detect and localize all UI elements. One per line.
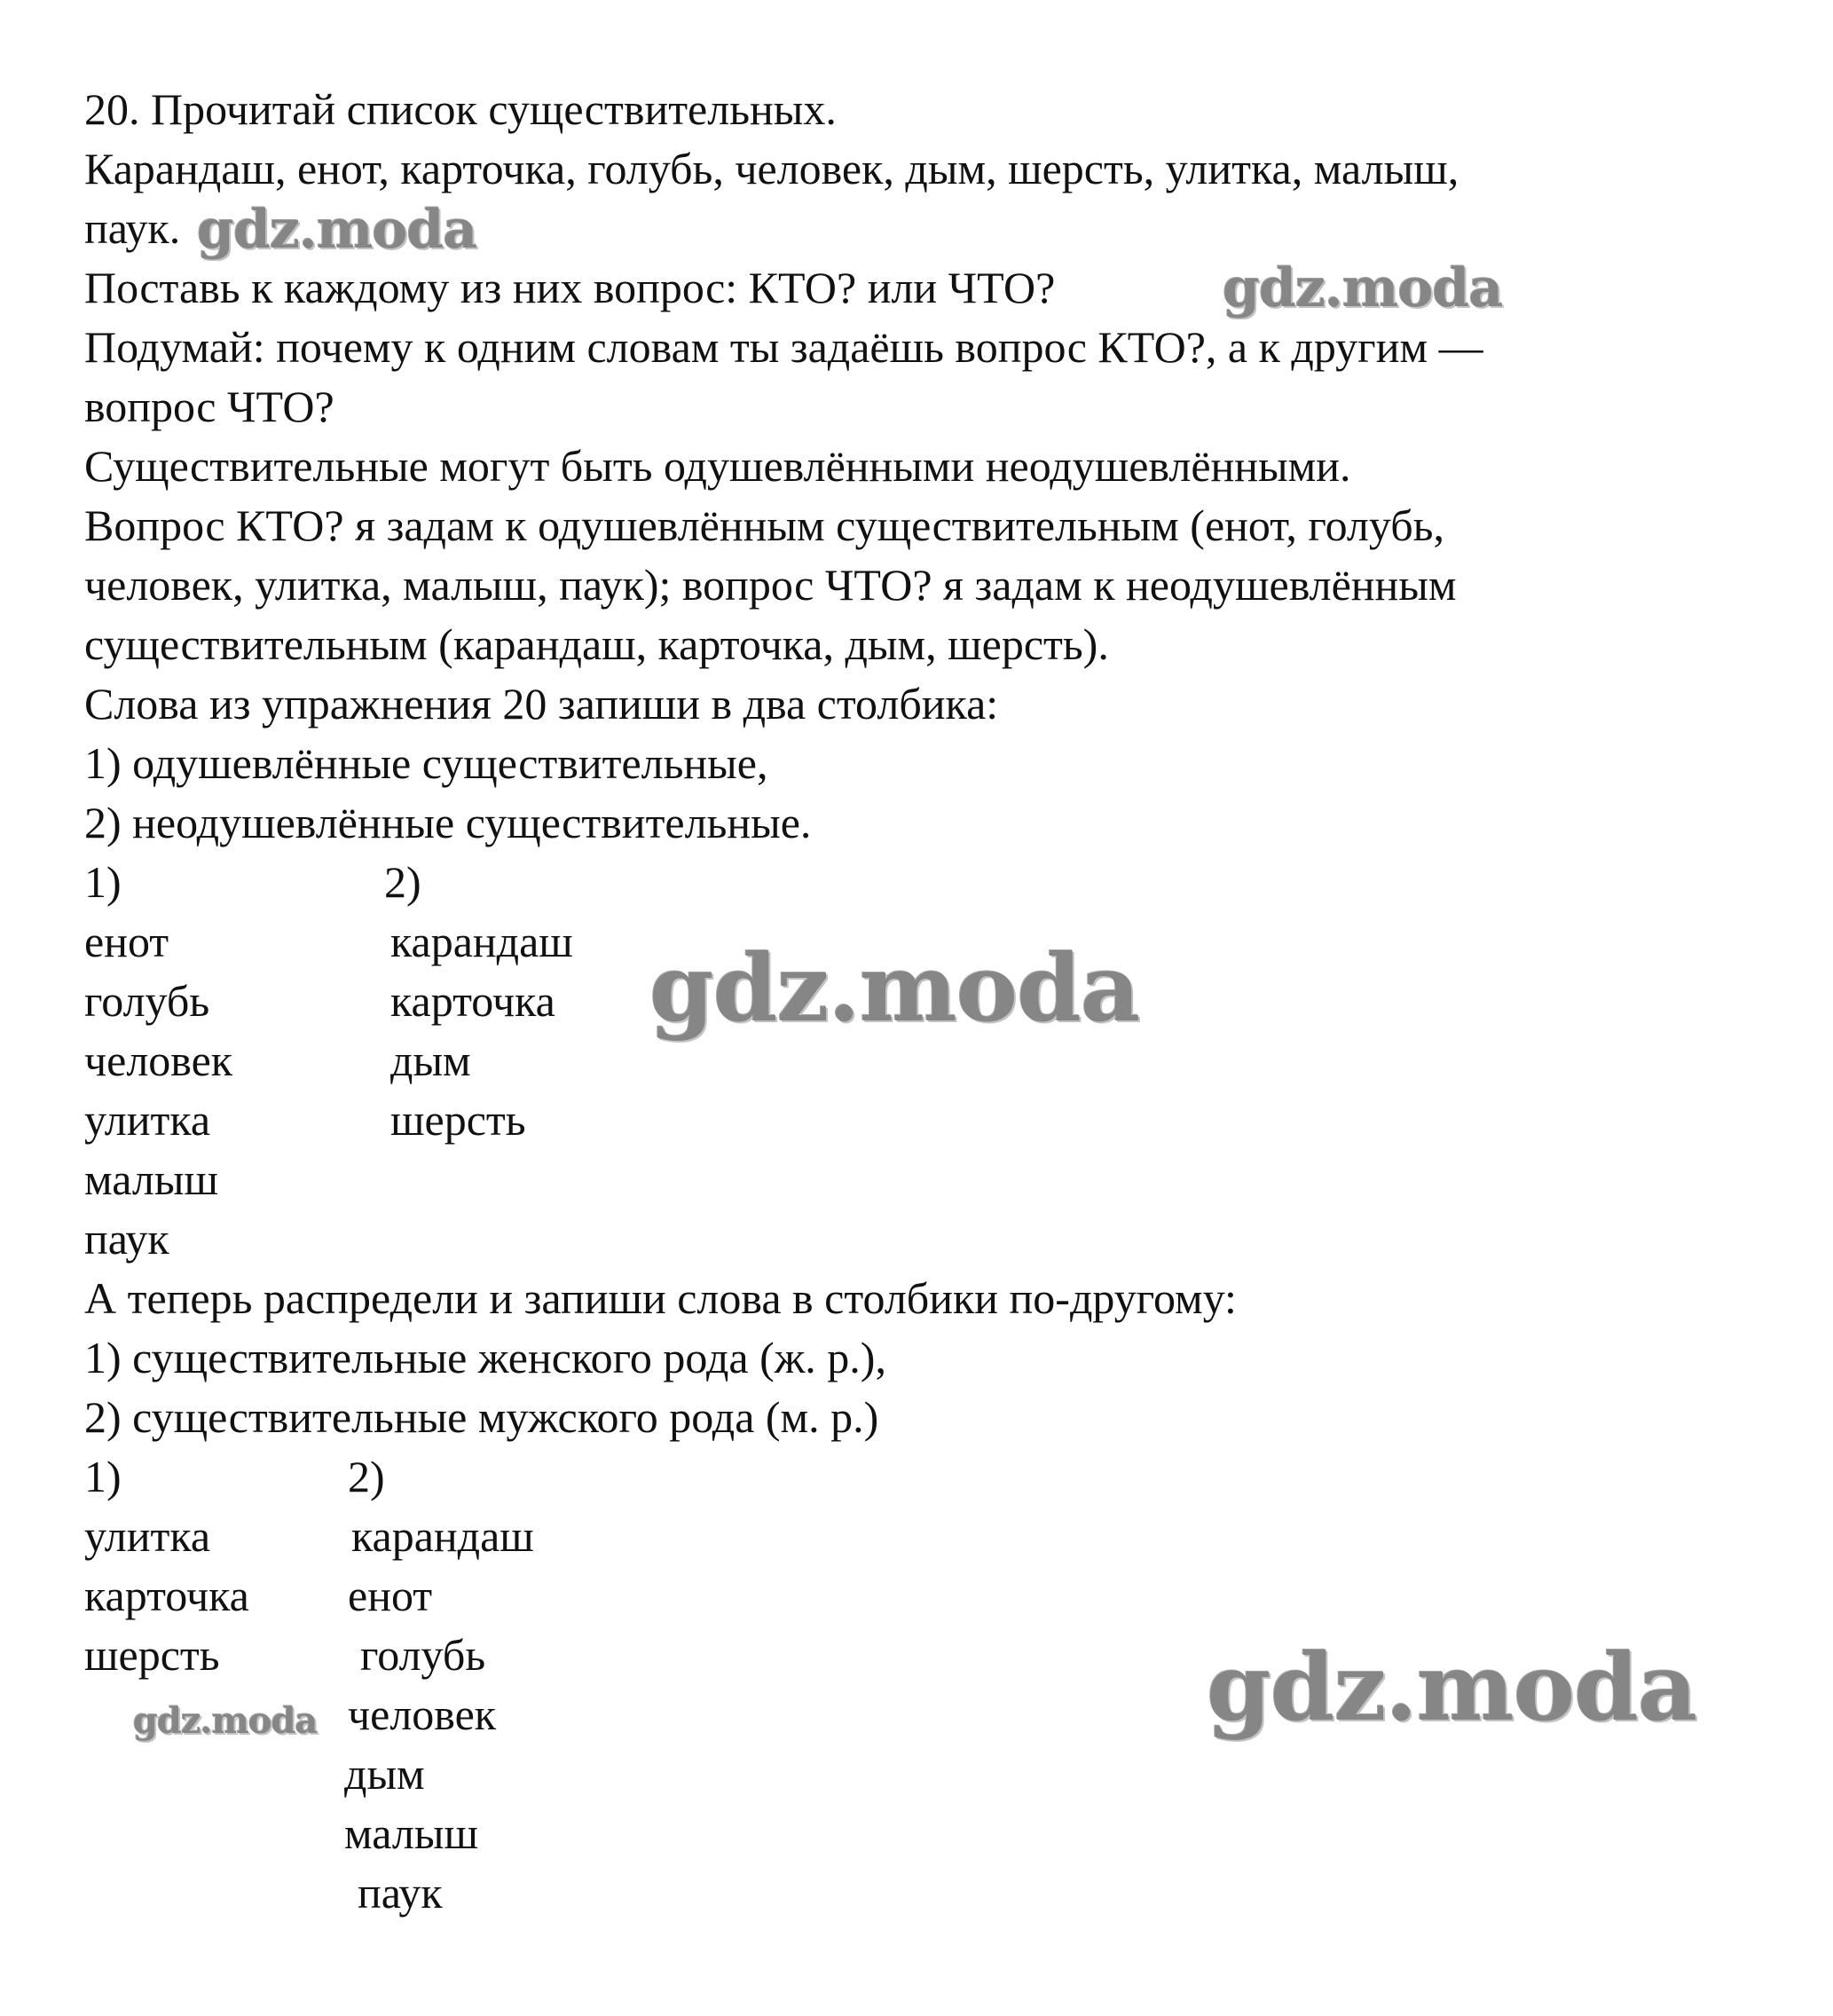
text-line: Поставь к каждому из них вопрос: КТО? или ЧТО? — [84, 263, 1056, 312]
text-line: Существительные могут быть одушевлёнными неодушевлёнными. — [84, 441, 1351, 491]
list-item: паук — [84, 1214, 169, 1264]
list-item: енот — [84, 917, 169, 966]
list-item: человек — [84, 1036, 233, 1085]
text-line: Вопрос КТО? я задам к одушевлённым существительным (енот, голубь, — [84, 500, 1444, 550]
list-item: улитка — [84, 1511, 211, 1561]
text-line: вопрос ЧТО? — [84, 382, 334, 431]
list-item: дым — [390, 1036, 471, 1085]
list-item: человек — [348, 1689, 497, 1739]
list-item: улитка — [84, 1095, 211, 1145]
list-item: шерсть — [84, 1630, 220, 1680]
text-line: 1) существительные женского рода (ж. р.), — [84, 1333, 886, 1382]
watermark: gdz.moda — [133, 1700, 318, 1742]
text-line: Слова из упражнения 20 запиши в два столбика: — [84, 679, 999, 728]
column-header: 2) — [384, 857, 421, 907]
exercise-title: 20. Прочитай список существительных. — [84, 84, 837, 134]
watermark: gdz.moda — [1207, 1633, 1697, 1742]
text-line: человек, улитка, малыш, паук); вопрос ЧТО? я задам к неодушевлённым — [84, 560, 1457, 610]
watermark: gdz.moda — [197, 199, 477, 261]
list-item: голубь — [360, 1630, 486, 1680]
text-line: Карандаш, енот, карточка, голубь, человек, дым, шерсть, улитка, малыш, — [84, 144, 1459, 193]
list-item: карандаш — [351, 1511, 534, 1561]
text-line: паук. — [84, 203, 181, 253]
list-item: голубь — [84, 976, 210, 1026]
text-line: А теперь распредели и запиши слова в столбики по-другому: — [84, 1273, 1237, 1323]
column-header: 1) — [84, 857, 122, 907]
list-item: енот — [348, 1571, 433, 1620]
list-item: дым — [344, 1749, 425, 1799]
column-header: 2) — [348, 1452, 385, 1501]
list-item: карточка — [84, 1571, 249, 1620]
list-item: карандаш — [390, 917, 573, 966]
watermark: gdz.moda — [1223, 257, 1503, 319]
list-item: малыш — [344, 1808, 478, 1858]
text-line: 1) одушевлённые существительные, — [84, 738, 768, 788]
list-item: карточка — [390, 976, 555, 1026]
text-line: существительным (карандаш, карточка, дым, шерсть). — [84, 619, 1109, 669]
text-line: 2) существительные мужского рода (м. р.) — [84, 1392, 879, 1442]
list-item: малыш — [84, 1154, 218, 1204]
watermark: gdz.moda — [649, 933, 1140, 1043]
text-line: Подумай: почему к одним словам ты задаёшь вопрос КТО?, а к другим — — [84, 322, 1483, 372]
list-item: шерсть — [390, 1095, 526, 1145]
column-header: 1) — [84, 1452, 122, 1501]
text-line: 2) неодушевлённые существительные. — [84, 798, 812, 847]
list-item: паук — [358, 1868, 443, 1918]
